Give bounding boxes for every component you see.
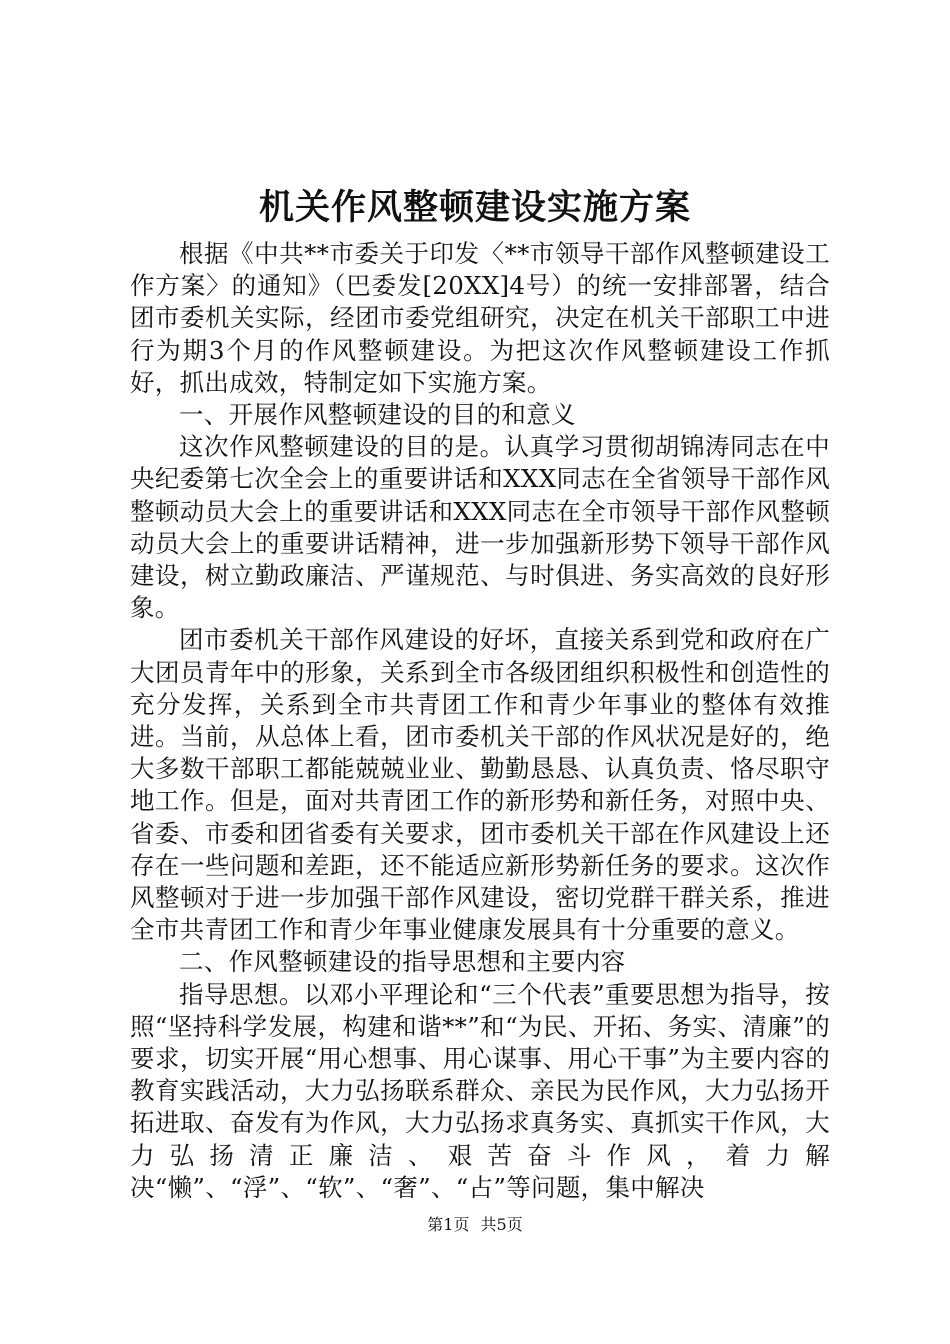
- guiding-thought-paragraph: 指导思想。以邓小平理论和“三个代表”重要思想为指导，按照“坚持科学发展，构建和谐**”和“为民、开拓、务实、清廉”的要求，切实开展“用心想事、用心谋事、用心干事”为主要内容的教育实践活动，大力弘扬联系群众、亲民为民作风，大力弘扬开拓进取、奋发有为作风，大力弘扬求真务实、真抓实干作风，大力弘扬清正廉洁、艰苦奋斗作风，着力解决“懒”、“浮”、“软”、“奢”、“占”等问题，集中解决: [130, 979, 830, 1202]
- document-body: [130, 238, 830, 1204]
- section-heading-1: 一、开展作风整顿建设的目的和意义: [179, 400, 576, 430]
- page-number: 第1页: [427, 1215, 470, 1234]
- document-title: 机关作风整顿建设实施方案: [258, 187, 691, 228]
- section-heading-2: 二、作风整顿建设的指导思想和主要内容: [179, 947, 626, 977]
- page-total: 共5页: [480, 1215, 523, 1234]
- significance-paragraph: 团市委机关干部作风建设的好坏，直接关系到党和政府在广大团员青年中的形象，关系到全市各级团组织积极性和创造性的充分发挥，关系到全市共青团工作和青少年事业的整体有效推进。当前，从总体上看，团市委机关干部的作风状况是好的，绝大多数干部职工都能兢兢业业、勤勤恳恳、认真负责、恪尽职守地工作。但是，面对共青团工作的新形势和新任务，对照中央、省委、市委和团省委有关要求，团市委机关干部在作风建设上还存在一些问题和差距，还不能适应新形势新任务的要求。这次作风整顿对于进一步加强干部作风建设，密切党群干群关系，推进全市共青团工作和青少年事业健康发展具有十分重要的意义。: [130, 625, 830, 945]
- purpose-paragraph: 这次作风整顿建设的目的是。认真学习贯彻胡锦涛同志在中央纪委第七次全会上的重要讲话和XXX同志在全省领导干部作风整顿动员大会上的重要讲话和XXX同志在全市领导干部作风整顿动员大会上的重要讲话精神，进一步加强新形势下领导干部作风建设，树立勤政廉洁、严谨规范、与时俱进、务实高效的良好形象。: [130, 432, 830, 623]
- page-footer: [0, 1214, 950, 1236]
- intro-paragraph: 根据《中共**市委关于印发〈**市领导干部作风整顿建设工作方案〉的通知》（巴委发[20XX]4号）的统一安排部署，结合团市委机关实际，经团市委党组研究，决定在机关干部职工中进行为期3个月的作风整顿建设。为把这次作风整顿建设工作抓好，抓出成效，特制定如下实施方案。: [130, 239, 830, 397]
